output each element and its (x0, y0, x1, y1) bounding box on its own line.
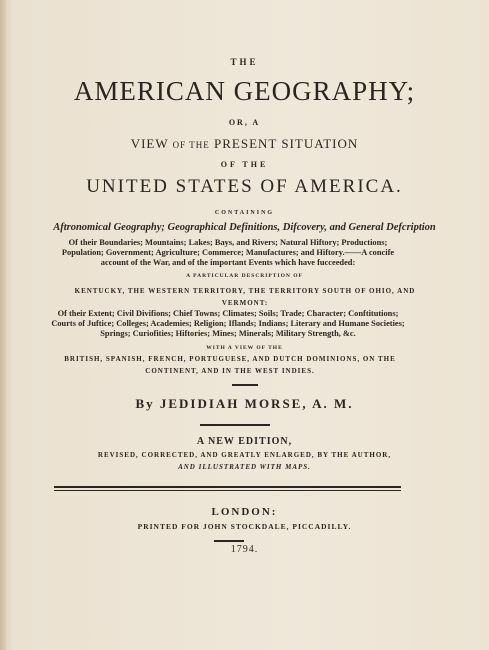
view-suffix: PRESENT SITUATION (214, 136, 359, 151)
double-rule-top (54, 486, 401, 488)
view-of-the: OF THE (172, 140, 210, 150)
imprint-year: 1794. (230, 544, 259, 555)
dominions-line: BRITISH, SPANISH, FRENCH, PORTUGUESE, AND DUTCH DOMINIONS, ON THE CONTINENT, AND IN THE WEST INDIES. (64, 355, 396, 375)
divider-rule (232, 384, 258, 386)
kentucky-line: KENTUCKY, THE WESTERN TERRITORY, THE TERRITORY SOUTH OF OHIO, AND VERMONT: (74, 287, 416, 307)
illustrated-line: AND ILLUSTRATED WITH MAPS. (178, 463, 311, 471)
edition-line: A NEW EDITION, (196, 436, 293, 447)
divider-rule (200, 424, 270, 426)
imprint-printer: PRINTED FOR JOHN STOCKDALE, PICCADILLY. (137, 522, 352, 531)
heading-the: THE (230, 57, 259, 67)
book-title: AMERICAN GEOGRAPHY; (73, 76, 416, 106)
particular-description-label: A PARTICULAR DESCRIPTION OF (186, 273, 303, 279)
revised-line: REVISED, CORRECTED, AND GREATLY ENLARGED, BY THE AUTHOR, (97, 451, 392, 459)
author-line: By JEDIDIAH MORSE, A. M. (135, 396, 354, 411)
subtitle-of-the: OF THE (220, 160, 269, 169)
view-prefix: VIEW (130, 136, 169, 151)
divider-rule (214, 540, 244, 542)
with-view-label: WITH A VIEW OF THE (206, 345, 283, 351)
double-rule-bottom (54, 490, 401, 491)
astronomical-line: Aftronomical Geography; Geographical Definitions, Difcovery, and General Defcription (53, 222, 436, 233)
subtitle-view (0, 136, 489, 152)
containing-label: CONTAINING (214, 210, 275, 216)
imprint-city: LONDON: (211, 506, 278, 518)
contents-paragraph-1: Of their Boundaries; Mountains; Lakes; Bays, and Rivers; Natural Hiftory; Productions; Population; Government; Agriculture; Commerce; Manufactures; and Hiftory.——A concife account of the War, and of the important Events which have fucceeded: (61, 238, 395, 267)
contents-paragraph-2: Of their Extent; Civil Divifions; Chief Towns; Climates; Soils; Trade; Character; Conftitutions; Courts of Juftice; Colleges; Academies; Religion; Iflands; Indians; Literary and Humane Societies; Springs; Curiofities; Hiftories; Mines; Minerals; Military Strength, &c. (51, 309, 405, 338)
subtitle-or-a: OR, A (228, 118, 261, 127)
subtitle-usa: UNITED STATES OF AMERICA. (86, 176, 403, 197)
